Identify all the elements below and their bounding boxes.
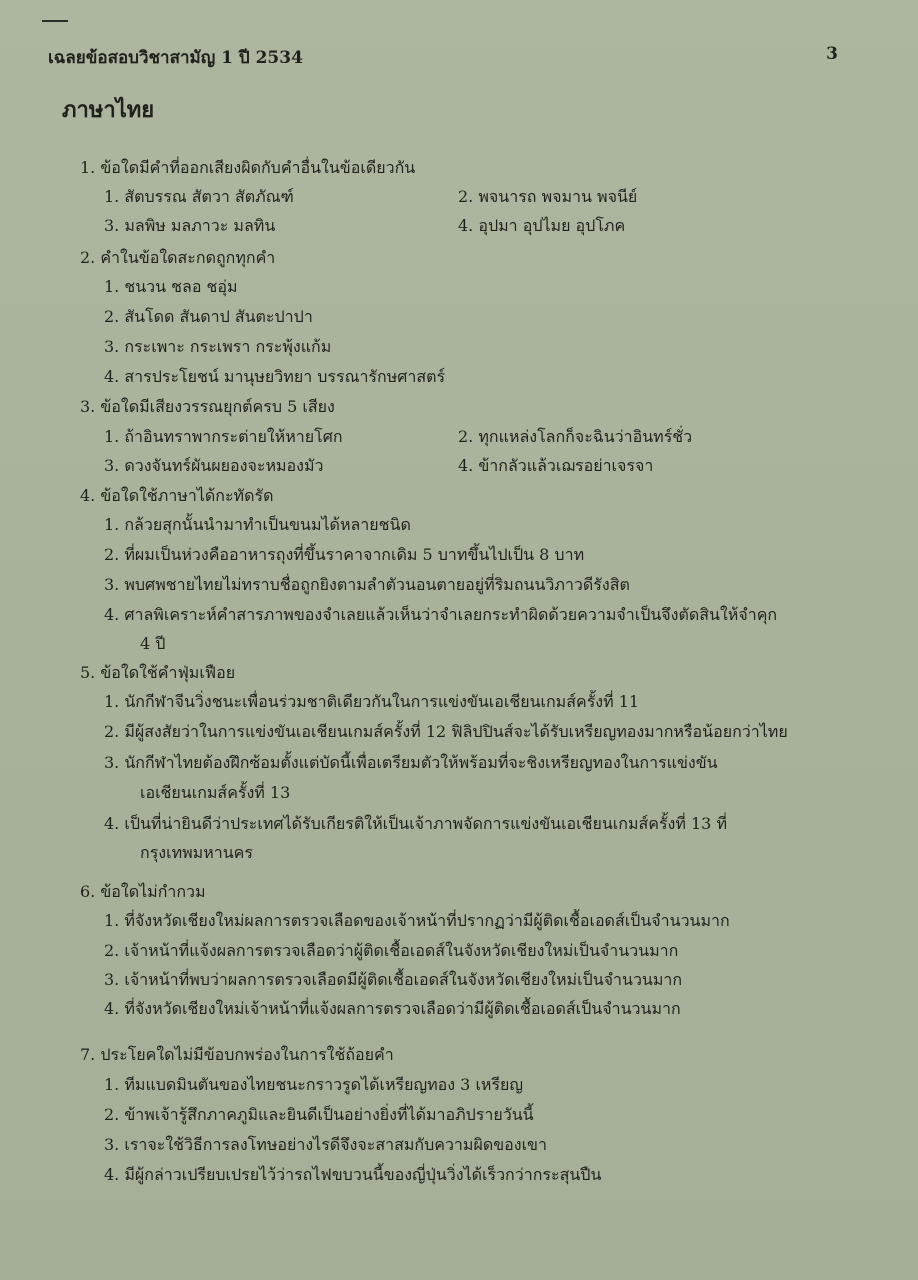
q4-option-4-continued: 4 ปี — [140, 634, 166, 653]
q2-option-2: 2. สันโดด สันดาป สันตะปาปา — [104, 307, 313, 326]
q5-option-1: 1. นักกีฬาจีนวิ่งชนะเพื่อนร่วมชาติเดียวกันในการแข่งขันเอเชียนเกมส์ครั้งที่ 11 — [104, 692, 640, 711]
q6-option-3: 3. เจ้าหน้าที่พบว่าผลการตรวจเลือดมีผู้ติดเชื้อเอดส์ในจังหวัดเชียงใหม่เป็นจำนวนมาก — [104, 970, 683, 989]
q5-option-4: 4. เป็นที่น่ายินดีว่าประเทศได้รับเกียรติให้เป็นเจ้าภาพจัดการแข่งขันเอเชียนเกมส์ครั้งที่ 13 ที่ — [104, 814, 727, 833]
q4-option-3: 3. พบศพชายไทยไม่ทราบชื่อถูกยิงตามลำตัวนอนตายอยู่ที่ริมถนนวิภาวดีรังสิต — [104, 575, 630, 594]
q1-option-3: 3. มลพิษ มลภาวะ มลทิน — [104, 216, 276, 235]
q4-option-2: 2. ที่ผมเป็นห่วงคืออาหารถุงที่ขึ้นราคาจากเดิม 5 บาทขึ้นไปเป็น 8 บาท — [104, 545, 585, 564]
q4-option-4: 4. ศาลพิเคราะห์คำสารภาพของจำเลยแล้วเห็นว่าจำเลยกระทำผิดด้วยความจำเป็นจึงตัดสินให้จำคุก — [104, 605, 778, 624]
q3-option-1: 1. ถ้าอินทราพากระต่ายให้หายโศก — [104, 427, 343, 446]
page-number: 3 — [826, 44, 838, 64]
q6-option-1: 1. ที่จังหวัดเชียงใหม่ผลการตรวจเลือดของเจ้าหน้าที่ปรากฏว่ามีผู้ติดเชื้อเอดส์เป็นจำนวนมาก — [104, 911, 730, 930]
question-1: 1. ข้อใดมีคำที่ออกเสียงผิดกับคำอื่นในข้อเดียวกัน — [80, 158, 416, 177]
q3-option-4: 4. ข้ากลัวแล้วเฌรอย่าเจรจา — [458, 456, 654, 475]
question-3: 3. ข้อใดมีเสียงวรรณยุกต์ครบ 5 เสียง — [80, 397, 335, 416]
header-title: เฉลยข้อสอบวิชาสามัญ 1 ปี 2534 — [48, 48, 303, 68]
q5-option-2: 2. มีผู้สงสัยว่าในการแข่งขันเอเชียนเกมส์ครั้งที่ 12 ฟิลิปปินส์จะได้รับเหรียญทองมากหรือน้อยกว่าไทย — [104, 722, 788, 741]
q6-option-2: 2. เจ้าหน้าที่แจ้งผลการตรวจเลือดว่าผู้ติดเชื้อเอดส์ในจังหวัดเชียงใหม่เป็นจำนวนมาก — [104, 941, 679, 960]
q1-option-1: 1. สัตบรรณ สัตวา สัตภัณฑ์ — [104, 187, 294, 206]
q6-option-4: 4. ที่จังหวัดเชียงใหม่เจ้าหน้าที่แจ้งผลการตรวจเลือดว่ามีผู้ติดเชื้อเอดส์เป็นจำนวนมาก — [104, 999, 681, 1018]
q2-option-3: 3. กระเพาะ กระเพรา กระพุ้งแก้ม — [104, 337, 332, 356]
q2-option-4: 4. สารประโยชน์ มานุษยวิทยา บรรณารักษศาสตร์ — [104, 367, 446, 386]
question-4: 4. ข้อใดใช้ภาษาได้กะทัดรัด — [80, 486, 274, 505]
question-5: 5. ข้อใดใช้คำฟุ่มเฟือย — [80, 663, 236, 682]
q7-option-4: 4. มีผู้กล่าวเปรียบเปรยไว้ว่ารถไฟขบวนนี้ของญี่ปุ่นวิ่งได้เร็วกว่ากระสุนปืน — [104, 1165, 602, 1184]
q3-option-2: 2. ทุกแหล่งโลกก็จะฉินว่าอินทร์ชั่ว — [458, 427, 693, 446]
q7-option-3: 3. เราจะใช้วิธีการลงโทษอย่างไรดีจึงจะสาสมกับความผิดของเขา — [104, 1135, 547, 1154]
q1-option-4: 4. อุปมา อุปไมย อุปโภค — [458, 216, 626, 235]
question-2: 2. คำในข้อใดสะกดถูกทุกคำ — [80, 248, 276, 267]
q2-option-1: 1. ชนวน ชลอ ชอุ่ม — [104, 277, 238, 296]
q5-option-3-continued: เอเชียนเกมส์ครั้งที่ 13 — [140, 783, 291, 802]
q7-option-2: 2. ข้าพเจ้ารู้สึกภาคภูมิและยินดีเป็นอย่างยิ่งที่ได้มาอภิปรายวันนี้ — [104, 1105, 534, 1124]
question-6: 6. ข้อใดไม่กำกวม — [80, 882, 206, 901]
q1-option-2: 2. พจนารถ พจมาน พจนีย์ — [458, 187, 638, 206]
q5-option-3: 3. นักกีฬาไทยต้องฝึกซ้อมตั้งแต่บัดนี้เพื่อเตรียมตัวให้พร้อมที่จะชิงเหรียญทองในการแข่งขัน — [104, 753, 718, 772]
q4-option-1: 1. กล้วยสุกนั้นนำมาทำเป็นขนมได้หลายชนิด — [104, 515, 411, 534]
section-title: ภาษาไทย — [62, 97, 155, 123]
q7-option-1: 1. ทีมแบดมินตันของไทยชนะกราวรูดได้เหรียญทอง 3 เหรียญ — [104, 1075, 524, 1094]
question-7: 7. ประโยคใดไม่มีข้อบกพร่องในการใช้ถ้อยคำ — [80, 1045, 394, 1064]
q3-option-3: 3. ดวงจันทร์ผันผยองจะหมองมัว — [104, 456, 324, 475]
q5-option-4-continued: กรุงเทพมหานคร — [140, 843, 253, 862]
